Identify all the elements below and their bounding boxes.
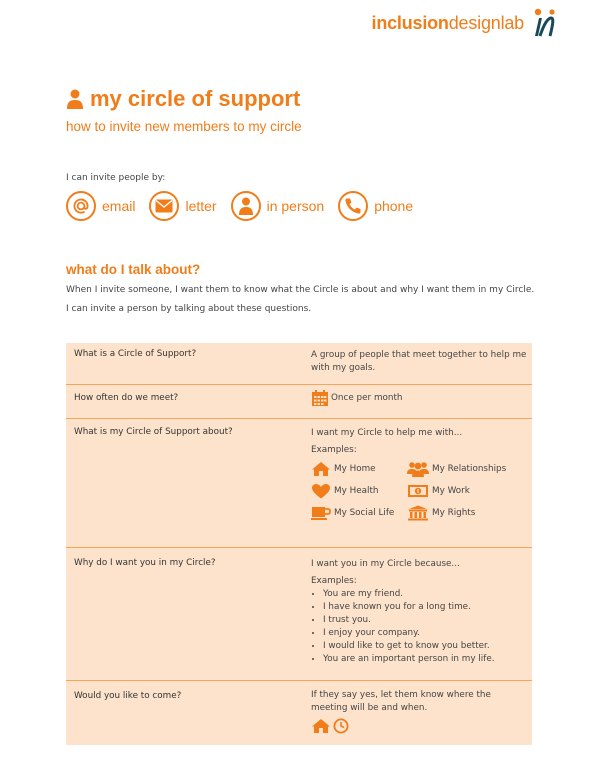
group-icon xyxy=(407,461,429,477)
method-label: in person xyxy=(266,198,325,214)
example-item: My Home xyxy=(311,461,407,477)
method-email xyxy=(66,191,135,221)
home-icon xyxy=(311,718,331,734)
answer-cell xyxy=(307,385,532,418)
invite-methods xyxy=(66,191,427,221)
answer-text: I want my Circle to help me with... xyxy=(311,428,463,438)
table-row xyxy=(66,343,532,385)
title-row xyxy=(66,86,300,112)
clock-icon xyxy=(333,718,349,734)
money-icon xyxy=(407,483,429,499)
at-icon xyxy=(66,191,96,221)
brand-logo xyxy=(372,6,560,40)
example-item: My Rights xyxy=(407,505,517,521)
section-heading: what do I talk about? xyxy=(66,262,201,277)
person-icon xyxy=(231,191,261,221)
intro-text: I can invite a person by talking about these questions. xyxy=(66,304,312,314)
list-item: • I would like to get to know you better. xyxy=(323,640,528,653)
question-cell: What is my Circle of Support about? xyxy=(74,427,233,437)
example-item: My Relationships xyxy=(407,461,517,477)
invite-label: I can invite people by: xyxy=(66,173,166,183)
answer-icons xyxy=(311,718,528,734)
answer-cell: A group of people that meet together to help me with my goals. xyxy=(311,350,527,373)
answer-cell xyxy=(307,419,532,547)
list-item: • You are an important person in my life. xyxy=(323,653,528,666)
brand-name: inclusiondesignlab xyxy=(371,12,524,33)
intro-text: When I invite someone, I want them to know what the Circle is about and why I want them in my Circle. xyxy=(66,285,535,295)
table-row xyxy=(66,419,532,548)
method-letter xyxy=(149,191,216,221)
table-row xyxy=(66,681,532,745)
method-label: phone xyxy=(374,198,414,214)
page-title: my circle of support xyxy=(90,86,301,111)
answer-cell xyxy=(307,548,532,680)
examples-label: Examples: xyxy=(311,576,357,586)
envelope-icon xyxy=(149,191,179,221)
calendar-icon xyxy=(311,389,329,407)
heart-icon xyxy=(311,483,331,499)
examples-label: Examples: xyxy=(311,445,357,455)
list-item: • I trust you. xyxy=(323,614,528,627)
list-item: • I enjoy your company. xyxy=(323,627,528,640)
method-label: letter xyxy=(185,198,217,214)
list-item: • You are my friend. xyxy=(323,588,528,601)
phone-icon xyxy=(338,191,368,221)
page-subtitle: how to invite new members to my circle xyxy=(66,119,302,134)
reasons-list xyxy=(323,588,528,666)
examples-grid xyxy=(311,461,528,521)
example-item: My Work xyxy=(407,483,517,499)
home-icon xyxy=(311,461,331,477)
institution-icon xyxy=(407,505,429,521)
answer-text: I want you in my Circle because... xyxy=(311,559,460,569)
meeting-frequency: Once per month xyxy=(331,392,403,403)
table-row xyxy=(66,548,532,681)
method-in-person xyxy=(231,191,325,221)
coffee-cup-icon xyxy=(311,505,331,521)
questions-table xyxy=(66,343,532,745)
person-icon xyxy=(66,89,84,109)
question-cell: How often do we meet? xyxy=(74,393,179,403)
question-cell: Would you like to come? xyxy=(74,691,182,701)
table-row xyxy=(66,385,532,419)
logo-mark-icon xyxy=(526,6,560,40)
method-phone xyxy=(338,191,413,221)
list-item: • I have known you for a long time. xyxy=(323,601,528,614)
answer-text: If they say yes, let them know where the meeting will be and when. xyxy=(311,690,491,713)
answer-cell xyxy=(307,681,532,745)
question-cell: What is a Circle of Support? xyxy=(74,349,197,359)
method-label: email xyxy=(102,198,136,214)
example-item: My Health xyxy=(311,483,407,499)
question-cell: Why do I want you in my Circle? xyxy=(74,558,216,568)
example-item: My Social Life xyxy=(311,505,407,521)
